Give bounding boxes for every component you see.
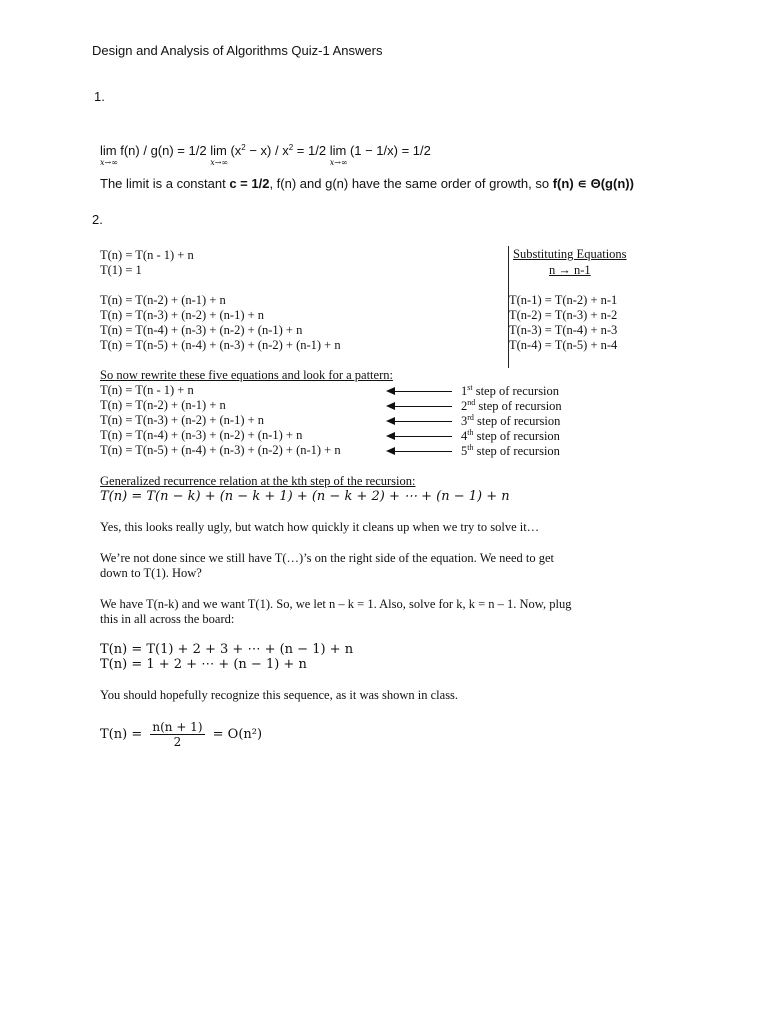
- arrow-shaft: [394, 421, 452, 422]
- arrow-shaft: [394, 436, 452, 437]
- substitution-eq-3: T(n-4) = T(n-5) + n-4: [509, 338, 618, 352]
- question-1-number: 1.: [94, 89, 105, 104]
- limit-seg-3: − x) / x: [245, 143, 289, 158]
- substitution-eq-0: T(n-1) = T(n-2) + n-1: [509, 293, 618, 307]
- rewrite-heading: So now rewrite these five equations and look for a pattern:: [100, 368, 393, 382]
- rewrite-eq-3: T(n) = T(n-4) + (n-3) + (n-2) + (n-1) + n: [100, 428, 303, 442]
- limit-seg-2: (x: [230, 143, 242, 158]
- initial-eq-0: T(n) = T(n - 1) + n: [100, 248, 194, 262]
- substituting-heading: Substituting Equations: [513, 247, 627, 261]
- theta-result: f(n) ∊ Θ(g(n)): [552, 176, 634, 191]
- initial-eq-1: T(1) = 1: [100, 263, 142, 277]
- step-label-1: 2nd step of recursion: [461, 398, 562, 414]
- limit-equation: [100, 143, 431, 167]
- limit-operator-2: lim x→∞: [210, 143, 229, 167]
- paragraph-3-line-1: We have T(n-k) and we want T(1). So, we let n – k = 1. Also, solve for k, k = n – 1. Now, plug: [100, 597, 572, 611]
- q1-conclusion: The limit is a constant c = 1/2, f(n) and g(n) have the same order of growth, so f(n) ∊ Θ(g(n)): [100, 176, 634, 191]
- limit-seg-5: (1 − 1/x) = 1/2: [349, 143, 431, 158]
- substituted-equation-2: T(n) = 1 + 2 + ⋯ + (n − 1) + n: [100, 657, 307, 672]
- paragraph-4: You should hopefully recognize this sequence, as it was shown in class.: [100, 688, 459, 702]
- limit-operator-1: lim x→∞: [100, 143, 118, 167]
- limit-seg-3-sup: 2: [288, 143, 294, 152]
- expansion-eq-2: T(n) = T(n-4) + (n-3) + (n-2) + (n-1) + n: [100, 323, 303, 337]
- arrow-shaft: [394, 391, 452, 392]
- final-rhs: = O(n²): [212, 727, 263, 742]
- generalized-heading: Generalized recurrence relation at the kth step of the recursion:: [100, 474, 416, 488]
- limit-seg-1: f(n) / g(n) = 1/2: [120, 143, 207, 158]
- document-title: Design and Analysis of Algorithms Quiz-1 Answers: [92, 43, 383, 58]
- final-fraction: [150, 720, 204, 749]
- step-label-0: 1st step of recursion: [461, 383, 560, 399]
- paragraph-3-line-2: this in all across the board:: [100, 612, 235, 626]
- step-label-3: 4th step of recursion: [461, 428, 560, 444]
- rewrite-eq-2: T(n) = T(n-3) + (n-2) + (n-1) + n: [100, 413, 265, 427]
- substituting-arrow: n → n-1: [549, 263, 591, 277]
- step-label-2: 3rd step of recursion: [461, 413, 561, 429]
- expansion-eq-3: T(n) = T(n-5) + (n-4) + (n-3) + (n-2) + (n-1) + n: [100, 338, 341, 352]
- expansion-eq-0: T(n) = T(n-2) + (n-1) + n: [100, 293, 226, 307]
- question-2-number: 2.: [92, 212, 103, 227]
- rewrite-eq-0: T(n) = T(n - 1) + n: [100, 383, 194, 397]
- limit-operator-3: lim x→∞: [329, 143, 348, 167]
- final-numerator: n(n + 1): [152, 720, 203, 734]
- rewrite-eq-1: T(n) = T(n-2) + (n-1) + n: [100, 398, 226, 412]
- limit-seg-4: = 1/2: [296, 143, 327, 158]
- paragraph-1: Yes, this looks really ugly, but watch how quickly it cleans up when we try to solve it…: [100, 520, 540, 534]
- substitution-eq-1: T(n-2) = T(n-3) + n-2: [509, 308, 618, 322]
- step-label-4: 5th step of recursion: [461, 443, 560, 459]
- final-lhs: T(n) =: [100, 727, 143, 742]
- constant-c: c = 1/2: [229, 176, 270, 191]
- arrow-shaft: [394, 451, 452, 452]
- substituted-equation-1: T(n) = T(1) + 2 + 3 + ⋯ + (n − 1) + n: [100, 642, 354, 657]
- paragraph-2-line-1: We’re not done since we still have T(…)’s on the right side of the equation. We need to get: [100, 551, 554, 565]
- final-denominator: 2: [173, 735, 182, 749]
- substitution-eq-2: T(n-3) = T(n-4) + n-3: [509, 323, 618, 337]
- rewrite-eq-4: T(n) = T(n-5) + (n-4) + (n-3) + (n-2) + (n-1) + n: [100, 443, 341, 457]
- arrow-shaft: [394, 406, 452, 407]
- generalized-equation: T(n) = T(n − k) + (n − k + 1) + (n − k + 2) + ⋯ + (n − 1) + n: [100, 489, 510, 504]
- limit-seg-2-sup: 2: [241, 143, 246, 152]
- expansion-eq-1: T(n) = T(n-3) + (n-2) + (n-1) + n: [100, 308, 265, 322]
- paragraph-2-line-2: down to T(1). How?: [100, 566, 202, 580]
- final-equation: [100, 720, 262, 749]
